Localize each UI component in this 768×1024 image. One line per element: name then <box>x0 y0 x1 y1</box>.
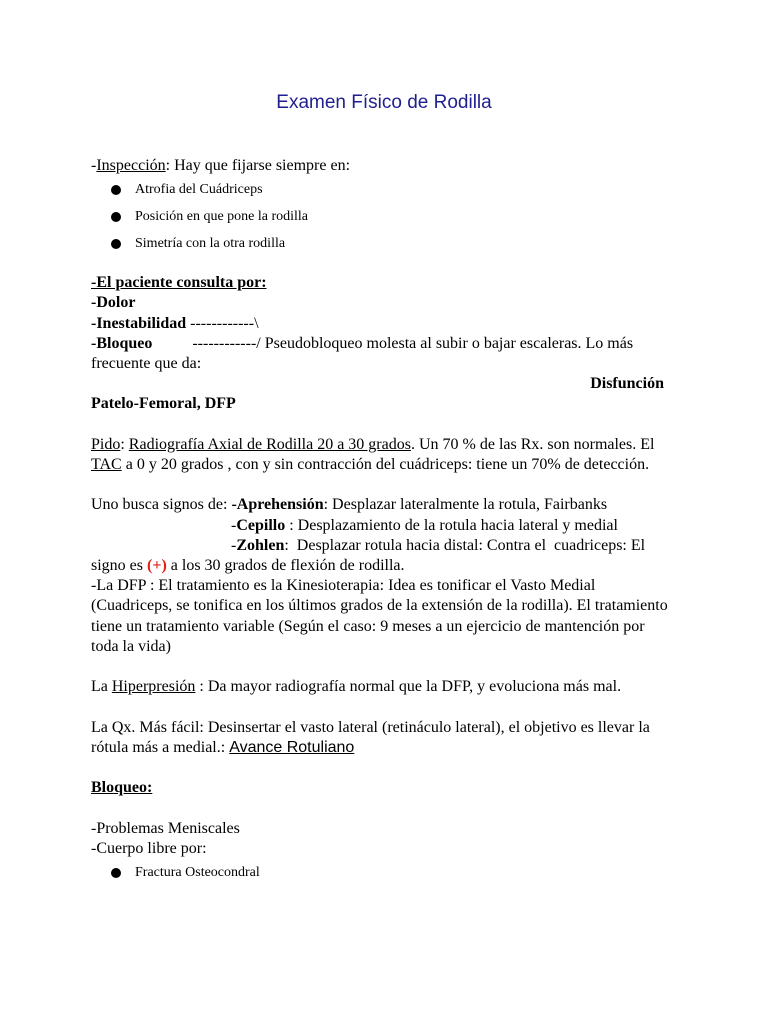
dash: - <box>91 157 97 174</box>
signos-line <box>91 495 676 515</box>
bullet-icon <box>111 239 121 249</box>
patelo-line: Patelo-Femoral, DFP <box>91 395 236 413</box>
signos-intro: Uno busca signos de: <box>91 496 232 514</box>
aprehension-text: : Desplazar lateralmente la rotula, Fairbanks <box>323 496 608 514</box>
cepillo-text: : Desplazamiento de la rotula hacia lateral y medial <box>285 516 618 534</box>
rx-text: Radiografía Axial de Rodilla 20 a 30 grados <box>128 435 411 453</box>
hiper-pre: La <box>91 678 112 696</box>
list-item <box>91 230 676 257</box>
dash: - <box>231 536 237 554</box>
qx-text: La Qx. Más fácil: Desinsertar el vasto lateral (retináculo lateral), el objetivo es llevar la rótula más a medial.: <box>91 718 650 756</box>
list-item-text: Posición en que pone la rodilla <box>135 209 309 225</box>
list-item-text: Atrofia del Cuádriceps <box>135 182 263 198</box>
qx-paragraph <box>91 718 676 758</box>
signo-text: signo es <box>91 557 147 575</box>
bloqueo-heading: Bloqueo: <box>91 779 153 797</box>
list-item-text: Simetría con la otra rodilla <box>135 236 286 252</box>
meniscales-line: -Problemas Meniscales <box>91 819 240 837</box>
bloqueo-line <box>91 334 676 374</box>
zohlen-line <box>91 536 676 556</box>
bloqueo-text: ------------/ Pseudobloqueo molesta al subir o bajar escaleras. Lo más frecuente que da: <box>91 334 638 373</box>
pido-text: . Un 70 % de las Rx. son normales. El <box>410 435 655 453</box>
list-item-text: Fractura Osteocondral <box>135 865 260 880</box>
signo-line <box>91 556 676 576</box>
signo-text-2: a los 30 grados de flexión de rodilla. <box>166 557 405 575</box>
inestabilidad-line <box>91 314 676 334</box>
inspeccion-text: : Hay que fijarse siempre en: <box>165 157 351 174</box>
zohlen-text: : Desplazar rotula hacia distal: Contra el cuadriceps: El <box>284 536 646 554</box>
inestabilidad-label: -Inestabilidad <box>91 314 187 332</box>
avance-rotuliano-link[interactable]: Avance Rotuliano <box>229 738 355 756</box>
pido-text-2: a 0 y 20 grados , con y sin contracción del cuádriceps: tiene un 70% de detección. <box>121 456 650 474</box>
dolor-line: -Dolor <box>91 294 136 312</box>
document-body <box>91 156 676 886</box>
cepillo-label: Cepillo <box>236 516 286 534</box>
list-item <box>91 859 676 886</box>
dash: - <box>231 516 237 534</box>
cuerpo-libre-list <box>91 859 676 886</box>
list-item <box>91 176 676 203</box>
inestabilidad-text: ------------\ <box>186 314 259 332</box>
inspeccion-line <box>91 156 676 176</box>
aprehension-label: -Aprehensión <box>231 496 324 514</box>
bullet-icon <box>111 212 121 222</box>
inspeccion-list <box>91 176 676 257</box>
tac-text: TAC <box>91 456 122 474</box>
disfuncion-line: Disfunción <box>590 375 664 393</box>
pido-colon: : <box>120 435 129 453</box>
cepillo-line <box>91 516 676 536</box>
inspeccion-label: Inspección <box>96 157 166 174</box>
document-title: Examen Físico de Rodilla <box>276 92 492 113</box>
cuerpo-libre-line: -Cuerpo libre por: <box>91 839 207 857</box>
dfp-paragraph: -La DFP : El tratamiento es la Kinesioterapia: Idea es tonificar el Vasto Medial (Cuadriceps, se tonifica en los últimos grados de la extensión de la rodilla). El tratamiento tiene un tratamiento variable (Según el caso: 9 meses a un ejercicio de mantención por toda la vida) <box>91 577 668 655</box>
hiperpresion-word: Hiperpresión <box>111 678 196 696</box>
pido-paragraph <box>91 435 676 475</box>
zohlen-label: Zohlen <box>236 536 285 554</box>
bullet-icon <box>111 868 121 878</box>
consulta-heading: -El paciente consulta por: <box>91 274 267 292</box>
pido-label: Pido <box>91 435 121 453</box>
hiper-text: : Da mayor radiografía normal que la DFP, y evoluciona más mal. <box>195 678 622 696</box>
list-item <box>91 203 676 230</box>
positive-sign: (+) <box>147 557 167 575</box>
bullet-icon <box>111 185 121 195</box>
hiperpresion-line <box>91 677 676 697</box>
bloqueo-label: -Bloqueo <box>91 334 153 352</box>
